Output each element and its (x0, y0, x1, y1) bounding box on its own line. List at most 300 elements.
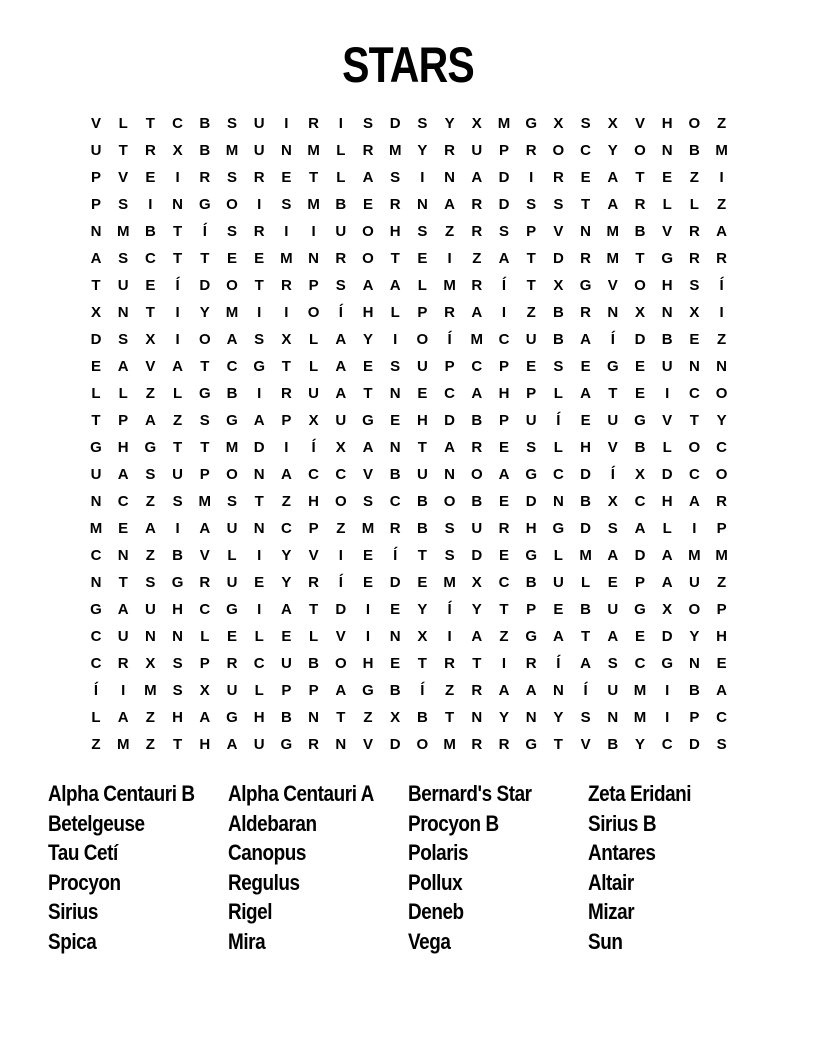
grid-letter[interactable]: U (335, 223, 347, 240)
grid-letter[interactable]: D (389, 574, 401, 591)
grid-letter[interactable]: I (257, 547, 262, 564)
grid-letter[interactable]: C (716, 709, 728, 726)
grid-letter[interactable]: O (334, 493, 347, 510)
grid-letter[interactable]: C (580, 142, 592, 159)
grid-letter[interactable]: O (198, 331, 211, 348)
grid-letter[interactable]: G (226, 601, 238, 618)
grid-letter[interactable]: S (226, 169, 237, 186)
grid-letter[interactable]: A (552, 628, 564, 645)
grid-letter[interactable]: U (226, 520, 238, 537)
grid-letter[interactable]: P (308, 520, 319, 537)
grid-letter[interactable]: I (257, 601, 262, 618)
grid-letter[interactable]: A (498, 682, 510, 699)
grid-letter[interactable]: G (552, 520, 565, 537)
grid-letter[interactable]: M (225, 439, 239, 456)
grid-letter[interactable]: C (498, 331, 510, 348)
grid-letter[interactable]: O (334, 655, 347, 672)
grid-letter[interactable]: H (172, 709, 184, 726)
grid-letter[interactable]: S (172, 493, 183, 510)
grid-letter[interactable]: L (581, 574, 591, 591)
grid-letter[interactable]: C (498, 574, 510, 591)
grid-letter[interactable]: I (665, 709, 670, 726)
grid-letter[interactable]: I (121, 682, 126, 699)
grid-letter[interactable]: C (661, 736, 673, 753)
grid-letter[interactable]: C (90, 547, 102, 564)
grid-letter[interactable]: V (90, 115, 101, 132)
grid-letter[interactable]: M (388, 142, 402, 159)
grid-letter[interactable]: P (526, 601, 537, 618)
grid-letter[interactable]: A (580, 331, 592, 348)
grid-letter[interactable]: I (692, 520, 697, 537)
grid-letter[interactable]: D (90, 331, 102, 348)
grid-letter[interactable]: M (633, 682, 647, 699)
grid-letter[interactable]: D (688, 736, 700, 753)
grid-letter[interactable]: P (90, 196, 101, 213)
grid-letter[interactable]: R (335, 250, 347, 267)
grid-letter[interactable]: B (199, 115, 211, 132)
grid-letter[interactable]: G (661, 250, 674, 267)
grid-letter[interactable]: U (471, 520, 483, 537)
grid-letter[interactable]: P (199, 466, 210, 483)
grid-letter[interactable]: L (309, 628, 319, 645)
grid-letter[interactable]: Y (444, 115, 455, 132)
grid-letter[interactable]: I (665, 385, 670, 402)
grid-letter[interactable]: G (90, 601, 102, 618)
grid-letter[interactable]: T (608, 385, 618, 402)
grid-letter[interactable]: V (662, 412, 673, 429)
grid-letter[interactable]: I (311, 223, 316, 240)
grid-letter[interactable]: T (118, 574, 128, 591)
grid-letter[interactable]: T (145, 115, 155, 132)
grid-letter[interactable]: C (552, 466, 564, 483)
grid-letter[interactable]: T (635, 169, 645, 186)
grid-letter[interactable]: I (665, 682, 670, 699)
grid-letter[interactable]: N (90, 223, 102, 240)
grid-letter[interactable]: A (90, 250, 102, 267)
grid-letter[interactable]: Z (445, 223, 455, 240)
grid-letter[interactable]: S (118, 196, 129, 213)
grid-letter[interactable]: X (145, 655, 156, 672)
grid-letter[interactable]: C (199, 601, 211, 618)
grid-letter[interactable]: G (280, 736, 293, 753)
grid-letter[interactable]: E (634, 628, 645, 645)
grid-letter[interactable]: X (390, 709, 401, 726)
grid-letter[interactable]: N (172, 196, 184, 213)
grid-letter[interactable]: E (254, 574, 265, 591)
grid-letter[interactable]: D (389, 736, 401, 753)
grid-letter[interactable]: A (471, 628, 483, 645)
grid-letter[interactable]: I (365, 601, 371, 618)
grid-letter[interactable]: E (526, 358, 537, 375)
grid-letter[interactable]: T (173, 223, 183, 240)
grid-letter[interactable]: P (526, 223, 537, 240)
grid-letter[interactable]: E (390, 601, 401, 618)
grid-letter[interactable]: D (335, 601, 347, 618)
grid-letter[interactable]: A (226, 736, 238, 753)
grid-letter[interactable]: U (253, 736, 265, 753)
grid-letter[interactable]: Z (526, 304, 536, 321)
grid-letter[interactable]: N (607, 709, 619, 726)
grid-letter[interactable]: R (471, 439, 483, 456)
grid-letter[interactable]: S (281, 196, 292, 213)
grid-letter[interactable]: C (253, 655, 265, 672)
grid-letter[interactable]: B (199, 142, 211, 159)
grid-letter[interactable]: B (580, 601, 592, 618)
grid-letter[interactable]: B (688, 142, 700, 159)
grid-letter[interactable]: S (335, 277, 346, 294)
grid-letter[interactable]: S (498, 223, 509, 240)
grid-letter[interactable]: N (444, 169, 456, 186)
grid-letter[interactable]: S (417, 115, 428, 132)
grid-letter[interactable]: S (689, 277, 700, 294)
grid-letter[interactable]: E (145, 277, 156, 294)
grid-letter[interactable]: Z (689, 169, 699, 186)
grid-letter[interactable]: S (390, 169, 401, 186)
grid-letter[interactable]: X (553, 277, 564, 294)
grid-letter[interactable]: C (226, 358, 238, 375)
grid-letter[interactable]: G (661, 655, 674, 672)
grid-letter[interactable]: A (498, 250, 510, 267)
grid-letter[interactable]: Í (556, 655, 561, 672)
grid-letter[interactable]: N (90, 493, 102, 510)
grid-letter[interactable]: Í (447, 331, 452, 348)
grid-letter[interactable]: E (390, 412, 401, 429)
grid-letter[interactable]: G (253, 358, 266, 375)
grid-letter[interactable]: L (91, 709, 101, 726)
grid-letter[interactable]: P (308, 277, 319, 294)
grid-letter[interactable]: Z (145, 736, 155, 753)
grid-letter[interactable]: L (254, 628, 264, 645)
grid-letter[interactable]: C (634, 655, 646, 672)
grid-letter[interactable]: H (199, 736, 211, 753)
grid-letter[interactable]: A (580, 655, 592, 672)
grid-letter[interactable]: B (607, 736, 619, 753)
grid-letter[interactable]: O (688, 115, 701, 132)
grid-letter[interactable]: I (257, 304, 262, 321)
grid-letter[interactable]: G (198, 385, 211, 402)
grid-letter[interactable]: E (417, 574, 428, 591)
grid-letter[interactable]: R (580, 304, 592, 321)
grid-letter[interactable]: B (471, 412, 483, 429)
grid-letter[interactable]: Y (634, 736, 645, 753)
grid-letter[interactable]: R (444, 142, 456, 159)
grid-letter[interactable]: T (254, 277, 264, 294)
grid-letter[interactable]: U (226, 574, 238, 591)
grid-letter[interactable]: U (607, 682, 619, 699)
grid-letter[interactable]: L (553, 385, 563, 402)
grid-letter[interactable]: I (257, 196, 262, 213)
grid-letter[interactable]: M (443, 277, 456, 294)
grid-letter[interactable]: R (471, 736, 483, 753)
grid-letter[interactable]: Z (145, 547, 155, 564)
grid-letter[interactable]: S (145, 574, 156, 591)
grid-letter[interactable]: N (389, 628, 401, 645)
grid-letter[interactable]: B (552, 304, 564, 321)
grid-letter[interactable]: S (254, 331, 265, 348)
grid-letter[interactable]: U (226, 682, 238, 699)
grid-letter[interactable]: S (226, 493, 237, 510)
grid-letter[interactable]: E (553, 601, 564, 618)
grid-letter[interactable]: G (198, 196, 211, 213)
grid-letter[interactable]: P (199, 655, 210, 672)
grid-letter[interactable]: Y (498, 709, 509, 726)
grid-letter[interactable]: M (198, 493, 212, 510)
grid-letter[interactable]: Í (447, 601, 452, 618)
grid-letter[interactable]: N (416, 196, 428, 213)
grid-letter[interactable]: U (253, 142, 265, 159)
grid-letter[interactable]: A (498, 466, 510, 483)
grid-letter[interactable]: Í (338, 574, 343, 591)
grid-letter[interactable]: U (688, 574, 700, 591)
grid-letter[interactable]: H (716, 628, 728, 645)
grid-letter[interactable]: U (607, 601, 619, 618)
grid-letter[interactable]: B (525, 574, 537, 591)
grid-letter[interactable]: U (280, 655, 292, 672)
grid-letter[interactable]: A (362, 169, 374, 186)
grid-letter[interactable]: E (118, 520, 129, 537)
grid-letter[interactable]: X (553, 115, 564, 132)
grid-letter[interactable]: R (226, 655, 238, 672)
grid-letter[interactable]: I (338, 115, 343, 132)
grid-letter[interactable]: U (471, 142, 483, 159)
grid-letter[interactable]: Z (336, 520, 346, 537)
grid-letter[interactable]: A (525, 682, 537, 699)
grid-letter[interactable]: R (280, 277, 292, 294)
grid-letter[interactable]: Í (420, 682, 425, 699)
grid-letter[interactable]: Í (719, 277, 724, 294)
grid-letter[interactable]: G (144, 439, 157, 456)
grid-letter[interactable]: V (634, 115, 645, 132)
grid-letter[interactable]: S (172, 682, 183, 699)
grid-letter[interactable]: R (471, 682, 483, 699)
grid-letter[interactable]: Z (145, 385, 155, 402)
grid-letter[interactable]: D (253, 439, 265, 456)
grid-letter[interactable]: U (308, 385, 320, 402)
grid-letter[interactable]: N (253, 520, 265, 537)
grid-letter[interactable]: V (362, 736, 373, 753)
grid-letter[interactable]: A (607, 196, 619, 213)
grid-letter[interactable]: S (417, 223, 428, 240)
grid-letter[interactable]: S (580, 709, 591, 726)
grid-letter[interactable]: Y (553, 709, 564, 726)
grid-letter[interactable]: A (444, 196, 456, 213)
grid-letter[interactable]: C (280, 520, 292, 537)
grid-letter[interactable]: L (200, 628, 210, 645)
grid-letter[interactable]: Í (202, 223, 207, 240)
grid-letter[interactable]: E (607, 574, 618, 591)
grid-letter[interactable]: E (362, 196, 373, 213)
grid-letter[interactable]: R (199, 574, 211, 591)
grid-letter[interactable]: S (362, 115, 373, 132)
grid-letter[interactable]: E (580, 169, 591, 186)
grid-letter[interactable]: O (634, 277, 646, 294)
grid-letter[interactable]: I (257, 385, 262, 402)
grid-letter[interactable]: P (716, 520, 727, 537)
grid-letter[interactable]: I (393, 331, 398, 348)
grid-letter[interactable]: R (688, 223, 700, 240)
grid-letter[interactable]: G (525, 547, 538, 564)
grid-letter[interactable]: I (501, 304, 507, 321)
grid-letter[interactable]: T (499, 601, 509, 618)
grid-letter[interactable]: N (552, 682, 564, 699)
grid-letter[interactable]: P (689, 709, 700, 726)
grid-letter[interactable]: M (688, 547, 701, 564)
grid-letter[interactable]: D (634, 331, 646, 348)
grid-letter[interactable]: E (498, 547, 509, 564)
grid-letter[interactable]: M (443, 574, 456, 591)
grid-letter[interactable]: A (661, 574, 673, 591)
grid-letter[interactable]: Z (717, 574, 727, 591)
grid-letter[interactable]: D (552, 250, 564, 267)
grid-letter[interactable]: L (118, 385, 128, 402)
grid-letter[interactable]: A (280, 466, 292, 483)
grid-letter[interactable]: M (89, 520, 103, 537)
grid-letter[interactable]: T (145, 304, 155, 321)
grid-letter[interactable]: T (635, 250, 645, 267)
grid-letter[interactable]: A (471, 304, 483, 321)
grid-letter[interactable]: T (472, 655, 482, 672)
grid-letter[interactable]: P (498, 142, 509, 159)
grid-letter[interactable]: L (662, 520, 672, 537)
grid-letter[interactable]: X (607, 115, 618, 132)
grid-letter[interactable]: R (144, 142, 156, 159)
grid-letter[interactable]: E (689, 331, 700, 348)
grid-letter[interactable]: B (389, 466, 401, 483)
grid-letter[interactable]: M (470, 331, 484, 348)
grid-letter[interactable]: R (389, 196, 401, 213)
grid-letter[interactable]: T (417, 655, 427, 672)
grid-letter[interactable]: Y (281, 547, 292, 564)
grid-letter[interactable]: I (148, 196, 153, 213)
grid-letter[interactable]: I (284, 223, 289, 240)
grid-letter[interactable]: U (416, 358, 428, 375)
grid-letter[interactable]: U (416, 466, 428, 483)
grid-letter[interactable]: V (145, 358, 156, 375)
grid-letter[interactable]: D (580, 466, 592, 483)
grid-letter[interactable]: G (579, 277, 592, 294)
grid-letter[interactable]: B (389, 682, 401, 699)
grid-letter[interactable]: R (716, 250, 728, 267)
grid-letter[interactable]: Y (199, 304, 210, 321)
grid-letter[interactable]: P (118, 412, 129, 429)
grid-letter[interactable]: M (715, 142, 728, 159)
grid-letter[interactable]: O (362, 223, 374, 240)
grid-letter[interactable]: M (144, 682, 157, 699)
grid-letter[interactable]: T (200, 250, 210, 267)
grid-letter[interactable]: M (116, 223, 130, 240)
grid-letter[interactable]: C (335, 466, 347, 483)
grid-letter[interactable]: A (471, 385, 483, 402)
grid-letter[interactable]: D (498, 169, 510, 186)
grid-letter[interactable]: A (117, 466, 129, 483)
grid-letter[interactable]: R (308, 736, 320, 753)
grid-letter[interactable]: R (362, 142, 374, 159)
grid-letter[interactable]: N (117, 547, 129, 564)
grid-letter[interactable]: B (580, 493, 592, 510)
grid-letter[interactable]: U (117, 628, 129, 645)
grid-letter[interactable]: N (552, 493, 564, 510)
grid-letter[interactable]: L (118, 115, 128, 132)
grid-letter[interactable]: Y (471, 601, 482, 618)
grid-letter[interactable]: R (253, 169, 265, 186)
grid-letter[interactable]: T (173, 250, 183, 267)
grid-letter[interactable]: Í (610, 331, 615, 348)
grid-letter[interactable]: Y (607, 142, 618, 159)
grid-letter[interactable]: L (390, 304, 400, 321)
grid-letter[interactable]: A (607, 628, 619, 645)
grid-letter[interactable]: T (173, 439, 183, 456)
grid-letter[interactable]: A (199, 709, 211, 726)
grid-letter[interactable]: O (552, 142, 565, 159)
grid-letter[interactable]: D (444, 412, 456, 429)
grid-letter[interactable]: G (362, 682, 374, 699)
grid-letter[interactable]: G (226, 709, 238, 726)
grid-letter[interactable]: S (580, 115, 591, 132)
grid-letter[interactable]: Í (175, 277, 180, 294)
grid-letter[interactable]: C (444, 385, 456, 402)
grid-letter[interactable]: G (606, 358, 619, 375)
grid-letter[interactable]: A (716, 223, 728, 240)
grid-letter[interactable]: C (716, 439, 728, 456)
grid-letter[interactable]: C (90, 655, 102, 672)
grid-letter[interactable]: N (688, 655, 700, 672)
grid-letter[interactable]: I (420, 169, 425, 186)
grid-letter[interactable]: M (715, 547, 728, 564)
grid-letter[interactable]: D (199, 277, 211, 294)
grid-letter[interactable]: O (362, 250, 374, 267)
grid-letter[interactable]: T (526, 250, 536, 267)
grid-letter[interactable]: S (553, 358, 564, 375)
grid-letter[interactable]: L (662, 439, 672, 456)
grid-letter[interactable]: N (117, 304, 129, 321)
grid-letter[interactable]: V (580, 736, 591, 753)
grid-letter[interactable]: E (90, 358, 101, 375)
grid-letter[interactable]: T (200, 439, 210, 456)
grid-letter[interactable]: R (688, 250, 700, 267)
grid-letter[interactable]: Z (145, 493, 155, 510)
grid-letter[interactable]: H (661, 277, 673, 294)
grid-letter[interactable]: T (173, 736, 183, 753)
grid-letter[interactable]: M (606, 223, 620, 240)
grid-letter[interactable]: B (416, 709, 428, 726)
grid-letter[interactable]: T (91, 412, 101, 429)
grid-letter[interactable]: I (365, 628, 371, 645)
grid-letter[interactable]: L (173, 385, 183, 402)
grid-letter[interactable]: B (552, 331, 564, 348)
grid-letter[interactable]: A (226, 331, 238, 348)
grid-letter[interactable]: R (308, 574, 320, 591)
grid-letter[interactable]: D (634, 547, 646, 564)
grid-letter[interactable]: L (417, 277, 427, 294)
grid-letter[interactable]: T (417, 547, 427, 564)
grid-letter[interactable]: O (416, 736, 429, 753)
grid-letter[interactable]: I (719, 304, 724, 321)
grid-letter[interactable]: Í (501, 277, 507, 294)
grid-letter[interactable]: A (117, 358, 129, 375)
grid-letter[interactable]: T (363, 385, 373, 402)
grid-letter[interactable]: H (308, 493, 320, 510)
grid-letter[interactable]: R (471, 223, 483, 240)
grid-letter[interactable]: M (606, 250, 620, 267)
grid-letter[interactable]: S (172, 655, 183, 672)
grid-letter[interactable]: S (716, 736, 727, 753)
grid-letter[interactable]: L (689, 196, 699, 213)
grid-letter[interactable]: R (525, 655, 537, 672)
grid-letter[interactable]: M (579, 547, 592, 564)
grid-letter[interactable]: N (308, 250, 320, 267)
grid-letter[interactable]: R (716, 493, 728, 510)
grid-letter[interactable]: R (253, 223, 265, 240)
